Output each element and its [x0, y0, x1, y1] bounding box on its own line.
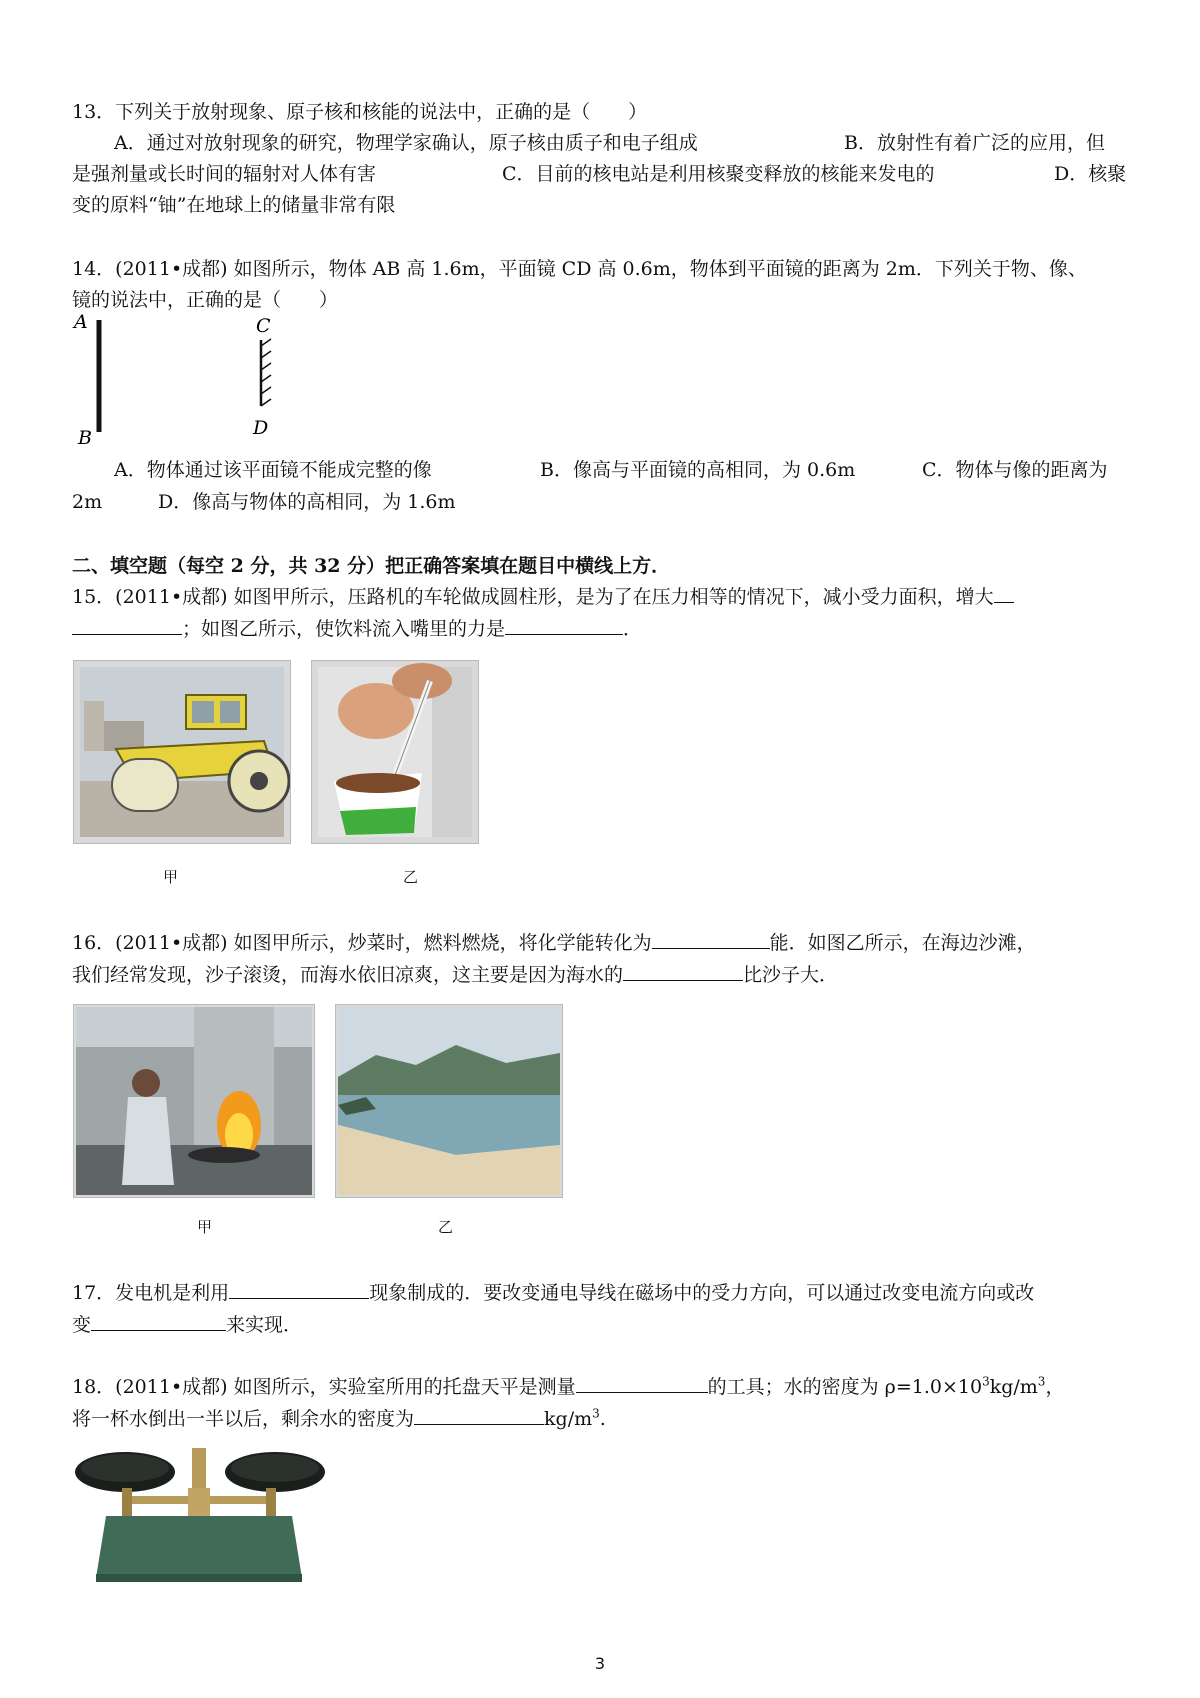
q13-option-c: C．目前的核电站是利用核聚变释放的核能来发电的	[502, 163, 935, 185]
mirror-hatching	[261, 339, 271, 406]
section-title: 二、填空题（每空 2 分，共 32 分）把正确答案填在题目中横线上方．	[72, 555, 671, 577]
answer-blank[interactable]	[576, 1374, 708, 1393]
q14-stem-cont: 镜的说法中，正确的是（ ）	[72, 289, 339, 311]
fig-label-a: A	[74, 311, 88, 333]
stir-fry-photo	[73, 1004, 315, 1198]
answer-blank[interactable]	[229, 1280, 369, 1299]
q16-caption-jia: 甲	[197, 1218, 213, 1236]
q14-mirror-figure	[68, 306, 298, 446]
q13-stem: 13．下列关于放射现象、原子核和核能的说法中，正确的是（ ）	[72, 101, 648, 123]
q13-option-d: D．核聚	[1054, 163, 1127, 185]
q15-line1: 15．(2011•成都) 如图甲所示，压路机的车轮做成圆柱形，是为了在压力相等的情况下，减小受力面积，增大	[72, 584, 1014, 609]
q13-option-b: B．放射性有着广泛的应用，但	[844, 132, 1105, 154]
q14-stem: 14．(2011•成都) 如图所示，物体 AB 高 1.6m，平面镜 CD 高 0.6m，物体到平面镜的距离为 2m．下列关于物、像、	[72, 258, 1087, 280]
q14-option-a: A．物体通过该平面镜不能成完整的像	[114, 459, 432, 481]
beach-photo	[335, 1004, 563, 1198]
fig-label-b: B	[78, 427, 92, 446]
q17-line2: 变 来实现．	[72, 1314, 303, 1336]
answer-blank[interactable]	[652, 930, 770, 949]
q14-option-b: B．像高与平面镜的高相同，为 0.6m	[540, 459, 856, 481]
q16-line2: 我们经常发现，沙子滚烫，而海水依旧凉爽，这主要是因为海水的 比沙子大．	[72, 964, 839, 986]
q14-option-c-cont: 2m	[72, 491, 103, 513]
q15-line2: ；如图乙所示，使饮料流入嘴里的力是 ．	[72, 616, 642, 641]
q16-caption-yi: 乙	[438, 1218, 454, 1236]
road-roller-photo	[73, 660, 291, 844]
q14-option-c: C．物体与像的距离为	[922, 459, 1108, 481]
q18-line2: 将一杯水倒出一半以后，剩余水的密度为 $kg/m^3$.	[72, 1406, 606, 1430]
balance-scale-photo	[70, 1438, 328, 1588]
answer-blank[interactable]	[414, 1406, 544, 1425]
answer-blank[interactable]	[623, 962, 743, 981]
q13-option-b-cont: 是强剂量或长时间的辐射对人体有害	[72, 163, 377, 185]
q15-caption-yi: 乙	[403, 868, 419, 886]
answer-blank[interactable]	[91, 1312, 226, 1331]
q13-option-a: A．通过对放射现象的研究，物理学家确认，原子核由质子和电子组成	[114, 132, 698, 154]
q16-line1: 16．(2011•成都) 如图甲所示，炒菜时，燃料燃烧，将化学能转化为 能．如图乙所示，在海边沙滩，	[72, 932, 1036, 954]
q17-line1: 17．发电机是利用 现象制成的．要改变通电导线在磁场中的受力方向，可以通过改变电流方向或改	[72, 1282, 1035, 1304]
q13-option-d-cont: 变的原料“铀”在地球上的储量非常有限	[72, 194, 396, 216]
q18-line1: 18．(2011•成都) 如图所示，实验室所用的托盘天平是测量 的工具；水的密度为 $\rho=1.0\times 10^3kg/m^3$，	[72, 1374, 1065, 1398]
answer-blank[interactable]	[505, 616, 623, 635]
q15-caption-jia: 甲	[163, 868, 179, 886]
fig-label-d: D	[253, 417, 269, 439]
drinking-straw-photo	[311, 660, 479, 844]
answer-blank[interactable]	[994, 584, 1014, 603]
answer-blank[interactable]	[72, 616, 182, 635]
page-number: 3	[594, 1654, 606, 1673]
fig-label-c: C	[256, 315, 271, 337]
q14-option-d: D．像高与物体的高相同，为 1.6m	[158, 491, 456, 513]
